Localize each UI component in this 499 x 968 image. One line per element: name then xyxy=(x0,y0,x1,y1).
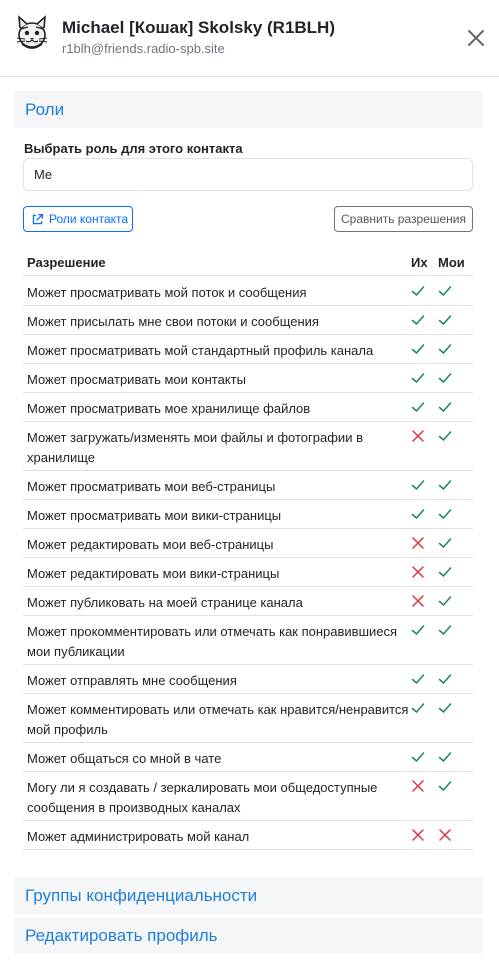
check-icon xyxy=(436,699,454,717)
check-icon xyxy=(436,534,454,552)
check-icon xyxy=(409,311,427,329)
permission-row xyxy=(23,665,473,694)
check-icon xyxy=(436,777,454,795)
role-select[interactable]: Me xyxy=(23,158,473,191)
permission-text: Может прокомментировать или отмечать как понравившиеся мои публикации xyxy=(27,624,398,659)
permission-text: Может общаться со мной в чате xyxy=(27,751,222,766)
cross-icon xyxy=(409,563,427,581)
privacy-groups-section-header[interactable] xyxy=(14,877,483,914)
permission-row xyxy=(23,529,473,558)
permission-text: Может загружать/изменять мои файлы и фотографии в хранилище xyxy=(27,430,363,465)
permissions-table-header xyxy=(23,250,473,276)
check-icon xyxy=(409,398,427,416)
permission-row xyxy=(23,743,473,772)
check-icon xyxy=(436,748,454,766)
external-link-icon xyxy=(31,213,44,226)
modal-header xyxy=(0,0,499,77)
permission-row xyxy=(23,306,473,335)
roles-section-header[interactable] xyxy=(14,91,483,128)
permission-text: Может просматривать мое хранилище файлов xyxy=(27,401,311,416)
permission-row xyxy=(23,558,473,587)
permission-text: Может редактировать мои веб-страницы xyxy=(27,537,274,552)
column-mine: Мои xyxy=(438,255,465,270)
role-select-label: Выбрать роль для этого контакта xyxy=(24,141,243,156)
cross-icon xyxy=(409,592,427,610)
permission-text: Может присылать мне свои потоки и сообщения xyxy=(27,314,319,329)
permission-text: Может просматривать мои веб-страницы xyxy=(27,479,276,494)
permissions-table-body xyxy=(23,277,473,850)
permission-row xyxy=(23,277,473,306)
permission-row xyxy=(23,587,473,616)
check-icon xyxy=(436,398,454,416)
cross-icon xyxy=(409,777,427,795)
permission-text: Может публиковать на моей странице канала xyxy=(27,595,303,610)
check-icon xyxy=(409,476,427,494)
close-icon[interactable] xyxy=(466,28,486,48)
check-icon xyxy=(436,282,454,300)
permission-row xyxy=(23,694,473,743)
cross-icon xyxy=(409,826,427,844)
contact-roles-label: Роли контакта xyxy=(49,212,129,226)
permission-row xyxy=(23,821,473,850)
cross-icon xyxy=(409,534,427,552)
permission-text: Может просматривать мой стандартный профиль канала xyxy=(27,343,374,358)
permission-row xyxy=(23,393,473,422)
permission-row xyxy=(23,335,473,364)
contact-roles-button[interactable] xyxy=(23,206,133,232)
permission-text: Может администрировать мой канал xyxy=(27,829,250,844)
privacy-groups-title[interactable]: Группы конфиденциальности xyxy=(25,886,258,905)
check-icon xyxy=(436,563,454,581)
contact-name: Michael [Кошак] Skolsky (R1BLH) xyxy=(62,18,335,37)
check-icon xyxy=(409,505,427,523)
check-icon xyxy=(436,427,454,445)
permission-text: Может редактировать мои вики-страницы xyxy=(27,566,280,581)
check-icon xyxy=(409,369,427,387)
check-icon xyxy=(409,621,427,639)
check-icon xyxy=(436,311,454,329)
edit-profile-section-header[interactable] xyxy=(14,917,483,954)
check-icon xyxy=(436,476,454,494)
contact-address: r1blh@friends.radio-spb.site xyxy=(62,41,225,56)
check-icon xyxy=(436,505,454,523)
check-icon xyxy=(409,748,427,766)
permission-text: Может комментировать или отмечать как нравится/ненравится мой профиль xyxy=(27,702,409,737)
check-icon xyxy=(436,670,454,688)
permission-row xyxy=(23,616,473,665)
permission-text: Может просматривать мой поток и сообщения xyxy=(27,285,307,300)
permission-text: Могу ли я создавать / зеркалировать мои общедоступные сообщения в производных каналах xyxy=(27,780,378,815)
check-icon xyxy=(436,621,454,639)
column-permission: Разрешение xyxy=(27,255,106,270)
permission-row xyxy=(23,772,473,821)
edit-profile-title[interactable]: Редактировать профиль xyxy=(25,926,218,945)
permission-text: Может просматривать мои контакты xyxy=(27,372,246,387)
check-icon xyxy=(436,369,454,387)
avatar xyxy=(12,14,52,54)
check-icon xyxy=(409,670,427,688)
permission-row xyxy=(23,500,473,529)
check-icon xyxy=(436,592,454,610)
column-theirs: Их xyxy=(411,255,428,270)
permission-row xyxy=(23,364,473,393)
check-icon xyxy=(409,699,427,717)
permission-text: Может просматривать мои вики-страницы xyxy=(27,508,282,523)
permission-row xyxy=(23,471,473,500)
permission-row xyxy=(23,422,473,471)
cross-icon xyxy=(409,427,427,445)
check-icon xyxy=(409,282,427,300)
check-icon xyxy=(409,340,427,358)
roles-section-title[interactable]: Роли xyxy=(25,100,65,119)
compare-permissions-button[interactable]: Сравнить разрешения xyxy=(334,206,473,232)
cross-icon xyxy=(436,826,454,844)
permission-text: Может отправлять мне сообщения xyxy=(27,673,237,688)
check-icon xyxy=(436,340,454,358)
